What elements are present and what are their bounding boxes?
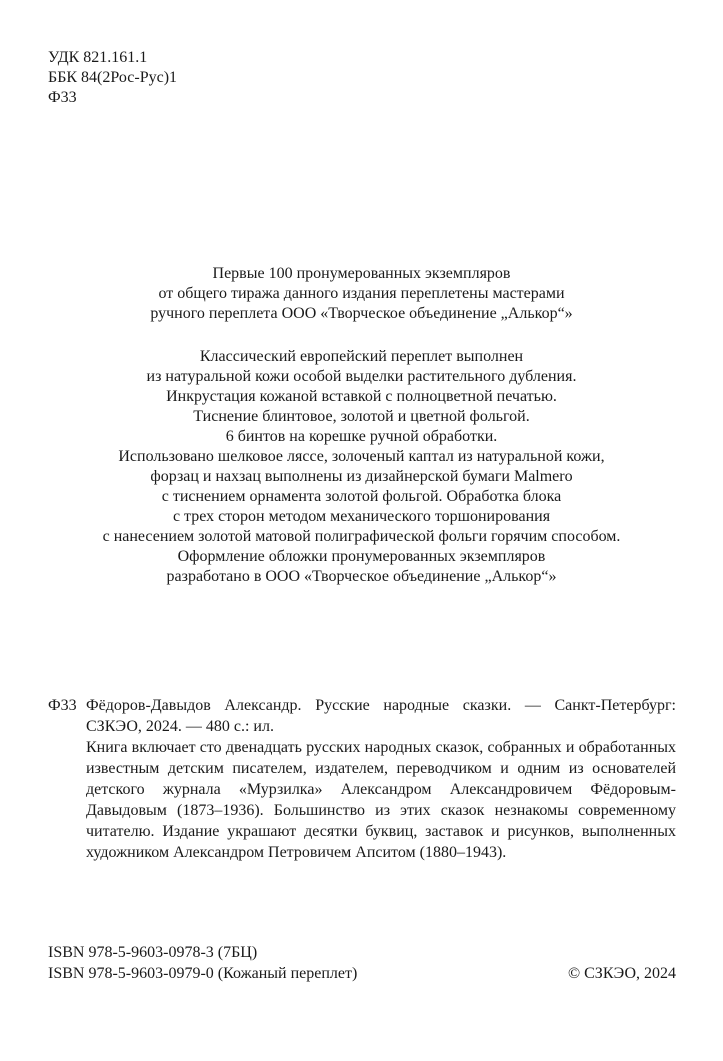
isbn-line: ISBN 978-5-9603-0978-3 (7БЦ) [48, 944, 258, 961]
binding-line: Оформление обложки пронумерованных экземпляров [177, 548, 546, 565]
book-annotation: Книга включает сто двенадцать русских народных сказок, собранных и обработанных известным детским писателем, издателем, переводчиком и одним из основателей детского журнала «Мурзилка» Александром Александровичем Фёдоровым-Давыдовым (1873–1936). Большинство из этих сказок незнакомы современному читателю. Издание украшают десятки буквиц, заставок и рисунков, выполненных художником Александром Петровичем Апситом (1880–1943). [86, 739, 676, 861]
udk-code: УДК 821.161.1 [48, 49, 148, 66]
bibliographic-record [48, 695, 676, 863]
binding-line: разработано в ООО «Творческое объединение „Алькор“» [166, 568, 557, 585]
binding-description [40, 347, 683, 587]
limited-line: от общего тиража данного издания переплетены мастерами [158, 285, 565, 302]
binding-line: с трех сторон методом механического торшонирования [172, 508, 551, 525]
isbn-line: ISBN 978-5-9603-0979-0 (Кожаный переплет) [48, 965, 358, 982]
binding-line: Тиснение блинтовое, золотой и цветной фольгой. [193, 408, 530, 425]
limited-edition-note [40, 264, 683, 324]
author-mark: Ф33 [48, 89, 77, 106]
isbn-block [48, 942, 357, 984]
binding-line: с нанесением золотой матовой полиграфической фольги горячим способом. [102, 528, 621, 545]
binding-line: Инкрустация кожаной вставкой с полноцветной печатью. [166, 388, 557, 405]
copyright-notice: © СЗКЭО, 2024 [567, 965, 676, 982]
bibliographic-code: Ф33 [48, 697, 77, 714]
bibliographic-citation: Фёдоров-Давыдов Александр. Русские народные сказки. — Санкт-Петербург: СЗКЭО, 2024. — 480 с.: ил. [86, 697, 676, 735]
binding-line: Классический европейский переплет выполнен [199, 348, 524, 365]
binding-line: Использовано шелковое ляссе, золоченый каптал из натуральной кожи, [118, 448, 605, 465]
binding-line: форзац и нахзац выполнены из дизайнерской бумаги Malmero [150, 468, 573, 485]
classification-codes [48, 48, 177, 108]
binding-line: 6 бинтов на корешке ручной обработки. [225, 428, 498, 445]
limited-line: Первые 100 пронумерованных экземпляров [212, 265, 511, 282]
binding-line: с тиснением орнамента золотой фольгой. Обработка блока [161, 488, 562, 505]
bbk-code: ББК 84(2Рос-Рус)1 [48, 69, 178, 86]
limited-line: ручного переплета ООО «Творческое объединение „Алькор“» [150, 305, 573, 322]
binding-line: из натуральной кожи особой выделки растительного дубления. [146, 368, 577, 385]
